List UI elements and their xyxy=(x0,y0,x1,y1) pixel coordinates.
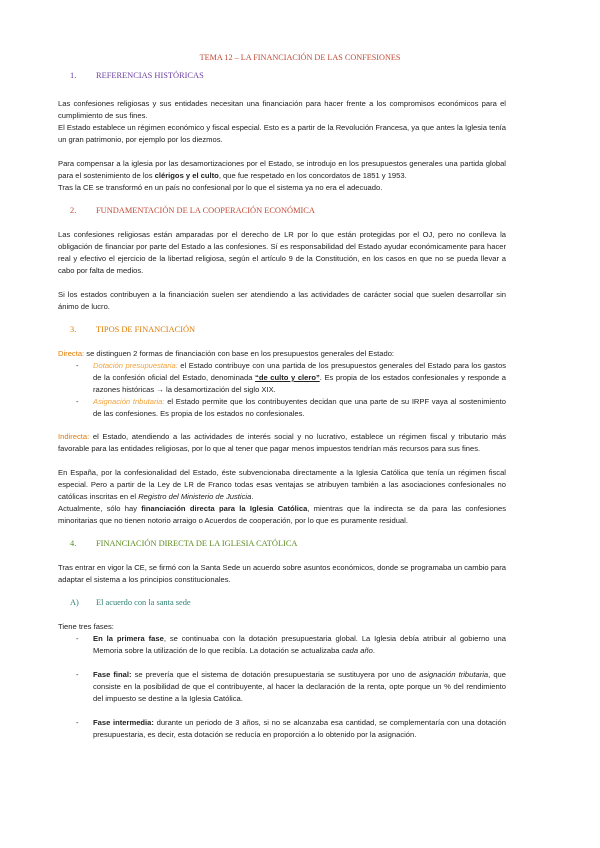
section-title: TIPOS DE FINANCIACIÓN xyxy=(96,325,196,334)
section-heading-2 xyxy=(58,205,506,217)
subsection-number: A) xyxy=(70,598,79,607)
label-indirecta: Indirecta: xyxy=(58,432,90,441)
bullet-dash: - xyxy=(76,634,79,643)
section-number: 3. xyxy=(70,325,77,334)
bullet-dash: - xyxy=(76,670,79,679)
section-title: FUNDAMENTACIÓN DE LA COOPERACIÓN ECONÓMICA xyxy=(96,206,315,215)
bullet-dash: - xyxy=(76,397,79,406)
list-item: - Dotación presupuestaria: el Estado contribuye con una partida de los presupuestos generales del Estado para los gastos de la confesión oficial del Estado, denominada “de culto y clero”. Es propia de los estados confesionales y responde a razones históricas → la desamortización del siglo XIX. xyxy=(76,361,506,394)
page-title: TEMA 12 – LA FINANCIACIÓN DE LAS CONFESIONES xyxy=(199,53,401,62)
paragraph: Indirecta: el Estado, atendiendo a las actividades de interés social y no lucrativo, establece un régimen fiscal y tributario más favorable para las entidades religiosas, por lo que al tener que pagar menos impuestos tendrían más recursos para sus fines. xyxy=(58,432,506,453)
italic-text: Registro del Ministerio de Justicia xyxy=(138,492,252,501)
paragraph: Tras la CE se transformó en un país no confesional por lo que el sistema ya no era el adecuado. xyxy=(58,183,383,192)
section-heading-1 xyxy=(58,70,506,82)
paragraph: Para compensar a la iglesia por las desamortizaciones por el Estado, se introdujo en los presupuestos generales una partida global para el sostenimiento de los clérigos y el culto, que fue respetado en los concordatos de 1851 y 1953. xyxy=(58,159,506,180)
section-heading-3 xyxy=(58,324,506,336)
bold-text: Fase final: xyxy=(93,670,132,679)
paragraph: Tras entrar en vigor la CE, se firmó con la Santa Sede un acuerdo sobre asuntos económicos, donde se programaba un cambio para adaptar el sistema a los principios constitucionales. xyxy=(58,563,506,584)
label-dotacion: Dotación presupuestaria: xyxy=(93,361,178,370)
bold-text: financiación directa para la Iglesia Católica xyxy=(141,504,308,513)
underlined-text: “de culto y clero” xyxy=(255,373,320,382)
paragraph: Directa: se distinguen 2 formas de financiación con base en los presupuestos generales del Estado: xyxy=(58,349,395,358)
bold-text: clérigos y el culto xyxy=(154,171,219,180)
subsection-title: El acuerdo con la santa sede xyxy=(96,598,191,607)
list-item: - Fase intermedia: durante un periodo de 3 años, si no se alcanzaba esa cantidad, se complementaría con una dotación presupuestaria, es decir, esta dotación se reducía en proporción a lo obtenido por la asignación. xyxy=(76,718,506,739)
list-item: - Asignación tributaria: el Estado permite que los contribuyentes decidan que una parte de su IRPF vaya al sostenimiento de las confesiones. Es propia de los estados no confesionales. xyxy=(76,397,506,418)
bullet-dash: - xyxy=(76,361,79,370)
label-directa: Directa: xyxy=(58,349,85,358)
paragraph: Si los estados contribuyen a la financiación suelen ser atendiendo a las actividades de carácter social que suelen desarrollar sin ánimo de lucro. xyxy=(58,290,506,311)
section-title: FINANCIACIÓN DIRECTA DE LA IGLESIA CATÓLICA xyxy=(96,539,298,548)
paragraph: Actualmente, sólo hay financiación directa para la Iglesia Católica, mientras que la indirecta se da para las confesiones minoritarias que no tienen notorio arraigo o Acuerdos de cooperación, por lo que es puramente residual. xyxy=(58,504,506,525)
paragraph: Las confesiones religiosas están amparadas por el derecho de LR por lo que están protegidas por el OJ, pero no conlleva la obligación de financiar por parte del Estado a las confesiones. Sí es responsabilidad del Estado ayudar económicamente para hacer real y efectivo el ejercicio de la libertad religiosa, según el artículo 9 de la Constitución, en los casos en que no se pueda llevar a cabo por falta de medios. xyxy=(58,230,506,275)
label-asignacion: Asignación tributaria: xyxy=(93,397,165,406)
paragraph: Tiene tres fases: xyxy=(58,622,114,631)
paragraph: En España, por la confesionalidad del Estado, éste subvencionaba directamente a la Iglesia Católica que tenía un régimen fiscal especial. Pero a partir de la Ley de LR de Franco todas esas ventajas se atribuyen también a las asociaciones confesionales no católicas inscritas en el Registro del Ministerio de Justicia. xyxy=(58,468,506,501)
bold-text: En la primera fase xyxy=(93,634,164,643)
section-number: 2. xyxy=(70,206,77,215)
section-number: 4. xyxy=(70,539,77,548)
paragraph: El Estado establece un régimen económico y fiscal especial. Esto es a partir de la Revolución Francesa, ya que antes la Iglesia tenía un gran patrimonio, por ejemplo por los diezmos. xyxy=(58,123,506,144)
bold-text: Fase intermedia: xyxy=(93,718,154,727)
list-item: - Fase final: se prevería que el sistema de dotación presupuestaria se sustituyera por uno de asignación tributaria, que consiste en la posibilidad de que el contribuyente, al hacer la declaración de la renta, opte porque un % del rendimiento del impuesto se destine a la Iglesia Católica. xyxy=(76,670,506,703)
section-number: 1. xyxy=(70,71,77,80)
italic-text: asignación tributaria xyxy=(419,670,489,679)
subsection-heading-a xyxy=(58,597,506,609)
italic-text: cada año xyxy=(341,646,373,655)
document-body xyxy=(58,70,506,741)
section-heading-4 xyxy=(58,538,506,550)
list-item: - En la primera fase, se continuaba con la dotación presupuestaria global. La Iglesia debía atribuir al gobierno una Memoria sobre la utilización de lo que recibía. La dotación se actualizaba cada año. xyxy=(76,634,506,655)
section-title: REFERENCIAS HISTÓRICAS xyxy=(96,71,204,80)
bullet-dash: - xyxy=(76,718,79,727)
paragraph: Las confesiones religiosas y sus entidades necesitan una financiación para hacer frente a los compromisos económicos para el cumplimiento de sus fines. xyxy=(58,99,506,120)
